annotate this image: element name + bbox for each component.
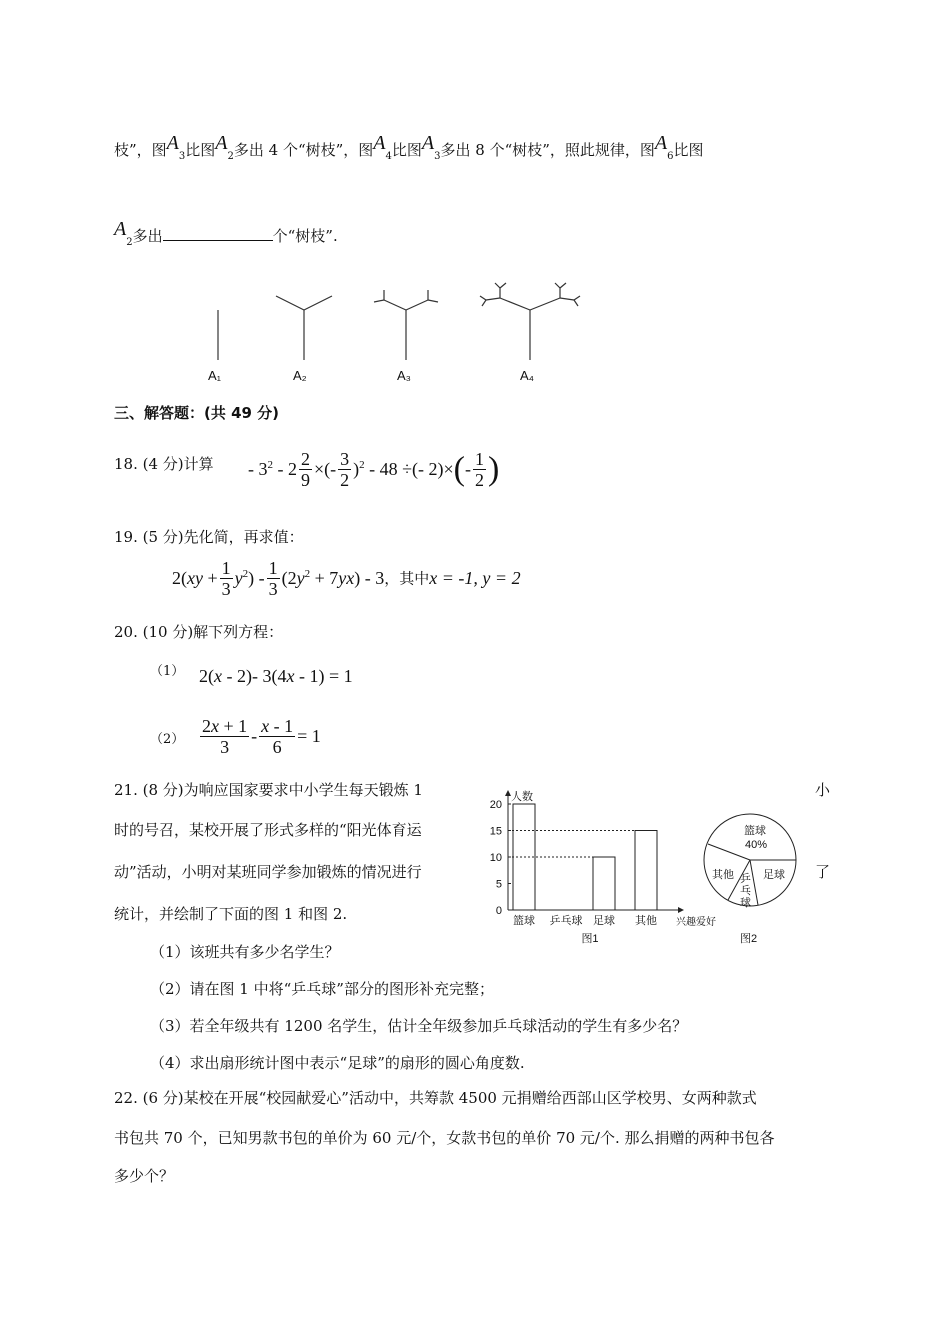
q19-expression: 2(xy + $\frac{1}{3}$ $y^2$) - $\frac{1}{3}$ $(2y^2 + 7yx) - 3$，其中x = -1, y = 2 (172, 558, 521, 599)
var-a: A (654, 132, 668, 154)
y-tick-label: 10 (489, 852, 502, 864)
tree-a3-twig (374, 300, 384, 302)
tree-a4-twig (486, 298, 500, 300)
y-tick-label: 0 (495, 905, 502, 917)
q20-part2-label: （2） (150, 732, 185, 747)
q18-expression: - $3^2 - 2$ $\frac{2}{9}$ ×(- $\frac{3}{2}$ )$^2$ - 48 ÷(- 2)×(- $\frac{1}{2}$ ) (248, 449, 500, 490)
text: 多出 4 个“树枝”，图 (233, 141, 374, 159)
tree-a4-leaf (495, 283, 500, 288)
q19-label: 19. (5 分)先化简，再求值： (114, 528, 304, 546)
x-tick-label: 其他 (635, 915, 657, 927)
subscript: 2 (126, 237, 133, 248)
q21-sub1: （1）该班共有多少名学生？ (150, 943, 340, 961)
text: 比图 (673, 141, 704, 159)
var-a: A (166, 132, 179, 154)
var-a: A (215, 132, 228, 154)
y-tick-label: 20 (489, 799, 502, 811)
pie-divider (708, 844, 750, 860)
text: 个“树枝”. (272, 227, 338, 245)
pie-label-pingpong-3: 球 (740, 897, 751, 909)
q17-line2 (114, 219, 338, 253)
subscript: 3 (434, 151, 441, 162)
text: 多出 (132, 227, 163, 245)
tree-a2-branch (276, 296, 304, 310)
pie-label-pingpong-1: 乒 (740, 873, 751, 885)
q21-line1: 21. (8 分)为响应国家要求中小学生每天锻炼 1 (114, 781, 423, 799)
bar-3 (635, 831, 657, 911)
q20-equation1: 2(x - 2)- 3(4x - 1) = 1 (199, 666, 353, 686)
pie-title: 图2 (740, 933, 758, 945)
pie-label-football: 足球 (763, 869, 785, 881)
pie-label-other: 其他 (712, 869, 734, 881)
tree-a4-branch (530, 298, 560, 310)
x-axis-label: 兴趣爱好 (676, 917, 716, 928)
q19-where: ，其中 (384, 569, 430, 588)
subscript: 4 (385, 151, 392, 162)
q21-sub4: （4）求出扇形统计图中表示“足球”的扇形的圆心角度数. (150, 1054, 525, 1072)
text: 比图 (185, 141, 216, 159)
pie-label-basketball: 篮球 (744, 825, 766, 837)
section-title: 三、解答题：(共 49 分) (114, 404, 280, 422)
q17-line1 (114, 133, 704, 167)
q21-line4: 统计，并绘制了下面的图 1 和图 2. (114, 905, 348, 923)
bar-chart (478, 782, 716, 947)
tree-a3-branch (406, 300, 428, 310)
answer-blank (163, 226, 273, 241)
x-tick-label: 足球 (593, 915, 615, 927)
q21-line2: 时的号召，某校开展了形式多样的“阳光体育运 (114, 821, 422, 839)
q18-label: 18. (4 分)计算 (114, 455, 214, 473)
var-a: A (114, 218, 127, 240)
tree-a4-label: A₄ (520, 368, 534, 383)
y-tick-label: 15 (489, 825, 502, 838)
q21-sub2: （2）请在图 1 中将“乒乓球”部分的图形补充完整； (150, 980, 494, 998)
q20-label: 20. (10 分)解下列方程： (114, 623, 284, 641)
q20-part1-label: （1） (150, 664, 185, 679)
tree-a2-label: A₂ (293, 368, 307, 383)
tree-figures (190, 280, 610, 390)
q20-equation2: $\frac{2x + 1}{3}$ - $\frac{x - 1}{6}$ = 1 (202, 716, 321, 757)
q21-right2: 了 (815, 863, 831, 881)
q22-line1: 22. (6 分)某校在开展“校园献爱心”活动中，共筹款 4500 元捐赠给西部山区学校男、女两种款式 (114, 1089, 757, 1107)
q21-right1: 小 (815, 781, 831, 799)
tree-a4-leaf (482, 300, 486, 306)
subscript: 6 (667, 151, 674, 162)
pie-divider (750, 860, 758, 905)
x-axis-arrow (678, 907, 684, 913)
chart-title: 图1 (581, 933, 599, 945)
x-tick-label: 篮球 (513, 915, 535, 927)
q22-line2: 书包共 70 个，已知男款书包的单价为 60 元/个，女款书包的单价 70 元/个. 那么捐赠的两种书包各 (114, 1129, 775, 1147)
q19-condition: x = -1, y = 2 (429, 568, 521, 588)
tree-a4-branch (500, 298, 530, 310)
text: 枝”，图 (114, 141, 167, 159)
y-axis-label: 人数 (511, 791, 533, 803)
tree-a1-label: A₁ (208, 368, 222, 383)
tree-a4-leaf (574, 296, 580, 300)
subscript: 2 (227, 151, 234, 162)
tree-a4-leaf (480, 296, 486, 300)
pie-label-percent: 40% (745, 839, 768, 851)
tree-a4-leaf (560, 283, 566, 288)
var-a: A (421, 132, 435, 154)
tree-a4-leaf (574, 300, 578, 306)
x-tick-label: 乒乓球 (549, 915, 583, 927)
text: 比图 (391, 141, 422, 159)
q21-line3: 动”活动，小明对某班同学参加锻炼的情况进行 (114, 863, 422, 881)
y-tick-label: 5 (495, 878, 502, 891)
pie-chart (700, 810, 805, 945)
text: 多出 8 个“树枝”，照此规律，图 (440, 141, 655, 159)
pie-label-pingpong-2: 乓 (740, 885, 751, 897)
tree-a3-branch (384, 300, 406, 310)
q21-sub3: （3）若全年级共有 1200 名学生，估计全年级参加乒乓球活动的学生有多少名？ (150, 1017, 688, 1035)
tree-a4-twig (560, 298, 574, 300)
tree-a3-label: A₃ (397, 368, 411, 383)
tree-a2-branch (304, 296, 332, 310)
tree-a3-twig (428, 300, 438, 302)
subscript: 3 (178, 151, 186, 162)
tree-a4-leaf (500, 283, 506, 288)
q22-line3: 多少个？ (114, 1167, 175, 1185)
tree-a4-leaf (555, 283, 560, 288)
var-a: A (373, 132, 386, 154)
bar-2 (593, 857, 615, 910)
